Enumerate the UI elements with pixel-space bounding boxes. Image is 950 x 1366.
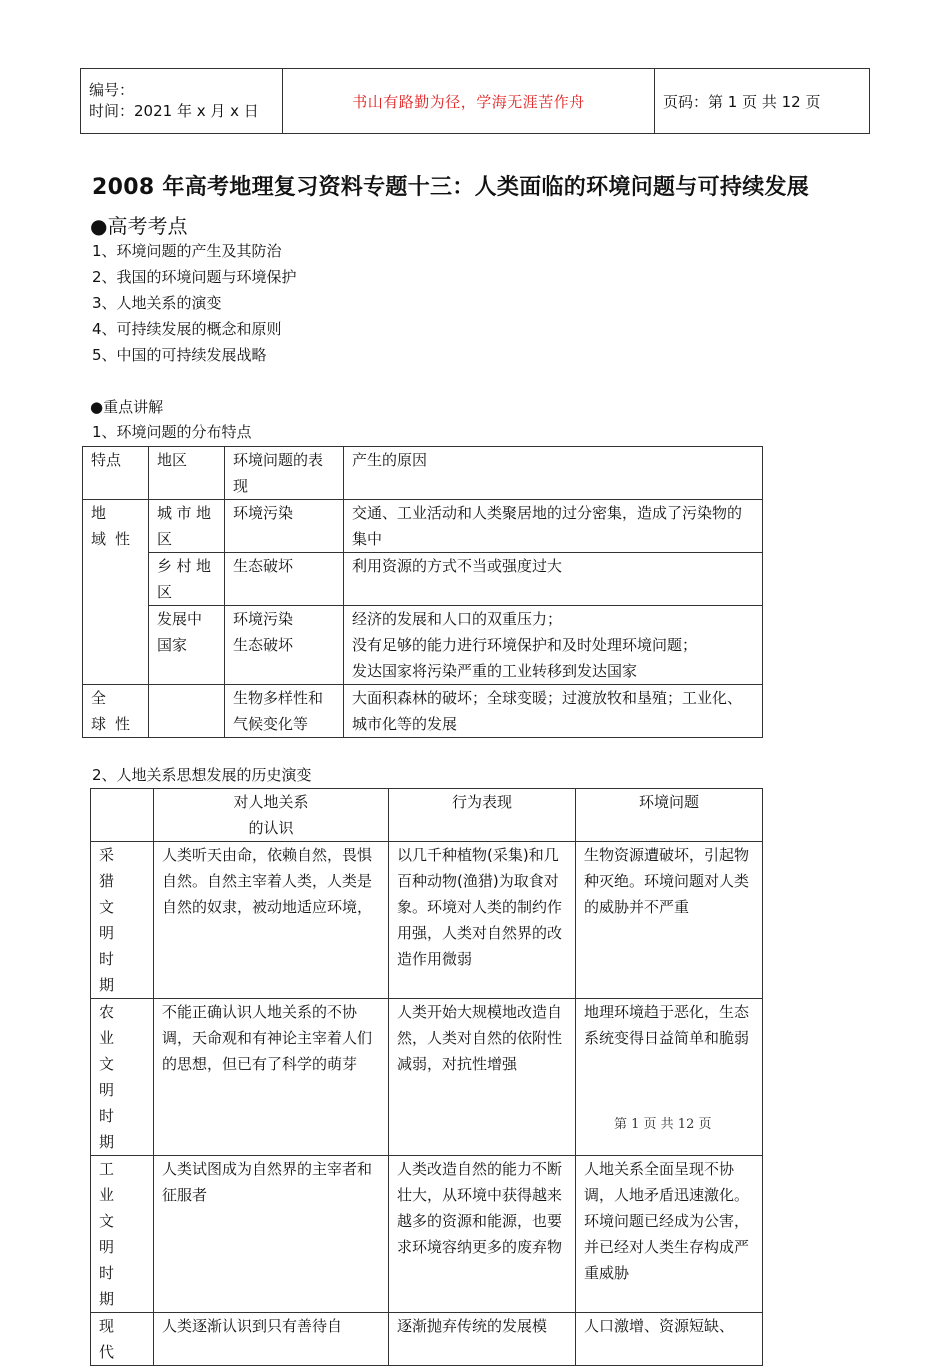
environment-distribution-table bbox=[82, 446, 763, 738]
table-header-cell: 地区 bbox=[149, 447, 225, 500]
exam-points-list bbox=[92, 238, 297, 368]
page-number-overlay: 第 1 页 共 12 页 bbox=[614, 1117, 712, 1132]
exam-point-item: 5、中国的可持续发展战略 bbox=[92, 346, 267, 364]
table-header-cell: 产生的原因 bbox=[344, 447, 763, 500]
table-row bbox=[83, 606, 763, 685]
feature-group-cell: 地 域性 bbox=[83, 500, 149, 685]
evolution-section-title: 2、人地关系思想发展的历史演变 bbox=[92, 766, 312, 784]
cause-cell: 利用资源的方式不当或强度过大 bbox=[344, 553, 763, 606]
behavior-cell: 人类改造自然的能力不断壮大，从环境中获得越来越多的资源和能源，也要求环境容纳更多的废弃物 bbox=[389, 1156, 576, 1313]
document-title: 2008 年高考地理复习资料专题十三：人类面临的环境问题与可持续发展 bbox=[92, 175, 810, 200]
table-header-cell: 环境问题的表现 bbox=[225, 447, 344, 500]
feature-group-cell: 全 球性 bbox=[83, 685, 149, 738]
cause-line: 发达国家将污染严重的工业转移到发达国家 bbox=[352, 662, 638, 680]
document-header bbox=[80, 68, 870, 134]
exam-point-item: 4、可持续发展的概念和原则 bbox=[92, 320, 282, 338]
distribution-section-title: 1、环境问题的分布特点 bbox=[92, 423, 252, 441]
behavior-cell: 人类开始大规模地改造自然，人类对自然的依附性减弱，对抗性增强 bbox=[389, 999, 576, 1156]
period-cell: 工业文明时期 bbox=[91, 1156, 154, 1313]
cause-line: 经济的发展和人口的双重压力； bbox=[352, 610, 563, 628]
key-points-heading: ●重点讲解 bbox=[90, 398, 164, 416]
header-meta-cell bbox=[81, 69, 283, 134]
behavior-cell: 以几千种植物(采集)和几百种动物(渔猎)为取食对象。环境对人类的制约作用强，人类对自然界的改造作用微弱 bbox=[389, 842, 576, 999]
document-code-label: 编号： bbox=[89, 81, 135, 99]
problem-line: 生态破坏 bbox=[233, 636, 294, 654]
table-row bbox=[83, 500, 763, 553]
region-cell: 乡村地区 bbox=[149, 553, 225, 606]
recognition-cell: 人类试图成为自然界的主宰者和征服者 bbox=[154, 1156, 389, 1313]
recognition-cell: 人类逐渐认识到只有善待自 bbox=[154, 1313, 389, 1366]
period-cell: 农业文明时期 bbox=[91, 999, 154, 1156]
problem-cell bbox=[225, 606, 344, 685]
exam-point-item: 3、人地关系的演变 bbox=[92, 294, 222, 312]
problem-cell: 生物资源遭破坏，引起物种灭绝。环境问题对人类的威胁并不严重 bbox=[576, 842, 763, 999]
exam-point-item: 1、环境问题的产生及其防治 bbox=[92, 242, 282, 260]
region-cell bbox=[149, 685, 225, 738]
problem-cell: 人口激增、资源短缺、 bbox=[576, 1313, 763, 1366]
table-header-cell: 行为表现 bbox=[389, 789, 576, 842]
table-header-row bbox=[83, 447, 763, 500]
header-line: 对人地关系 bbox=[233, 793, 309, 811]
exam-point-item: 2、我国的环境问题与环境保护 bbox=[92, 268, 297, 286]
recognition-cell: 不能正确认识人地关系的不协调，天命观和有神论主宰着人们的思想，但已有了科学的萌芽 bbox=[154, 999, 389, 1156]
table-header-cell: 特点 bbox=[83, 447, 149, 500]
behavior-cell: 逐渐抛弃传统的发展模 bbox=[389, 1313, 576, 1366]
problem-cell: 地理环境趋于恶化，生态系统变得日益简单和脆弱 bbox=[576, 999, 763, 1156]
region-cell: 发展中国家 bbox=[149, 606, 225, 685]
human-earth-evolution-table bbox=[90, 788, 763, 1366]
header-page-info: 页码：第 1 页 共 12 页 bbox=[655, 69, 870, 134]
cause-cell: 交通、工业活动和人类聚居地的过分密集，造成了污染物的集中 bbox=[344, 500, 763, 553]
header-motto: 书山有路勤为径，学海无涯苦作舟 bbox=[283, 69, 655, 134]
problem-cell: 人地关系全面呈现不协调，人地矛盾迅速激化。环境问题已经成为公害，并已经对人类生存构成严重威胁 bbox=[576, 1156, 763, 1313]
table-header-cell: 环境问题 bbox=[576, 789, 763, 842]
table-row bbox=[91, 1313, 763, 1366]
period-cell: 采猎文明时期 bbox=[91, 842, 154, 999]
recognition-cell: 人类听天由命，依赖自然，畏惧自然。自然主宰着人类，人类是自然的奴隶，被动地适应环境， bbox=[154, 842, 389, 999]
table-header-cell bbox=[91, 789, 154, 842]
table-row bbox=[91, 842, 763, 999]
exam-points-heading: ●高考考点 bbox=[90, 214, 188, 238]
table-header-cell bbox=[154, 789, 389, 842]
problem-cell: 环境污染 bbox=[225, 500, 344, 553]
table-row bbox=[83, 553, 763, 606]
table-row bbox=[91, 1156, 763, 1313]
header-line: 的认识 bbox=[248, 819, 294, 837]
document-date: 时间：2021 年 x 月 x 日 bbox=[89, 102, 259, 120]
problem-cell: 生态破坏 bbox=[225, 553, 344, 606]
table-row bbox=[83, 685, 763, 738]
cause-cell bbox=[344, 606, 763, 685]
table-header-row bbox=[91, 789, 763, 842]
problem-cell: 生物多样性和气候变化等 bbox=[225, 685, 344, 738]
period-cell: 现代 bbox=[91, 1313, 154, 1366]
cause-cell: 大面积森林的破坏；全球变暖；过渡放牧和垦殖；工业化、城市化等的发展 bbox=[344, 685, 763, 738]
cause-line: 没有足够的能力进行环境保护和及时处理环境问题； bbox=[352, 636, 698, 654]
problem-line: 环境污染 bbox=[233, 610, 294, 628]
region-cell: 城市地区 bbox=[149, 500, 225, 553]
